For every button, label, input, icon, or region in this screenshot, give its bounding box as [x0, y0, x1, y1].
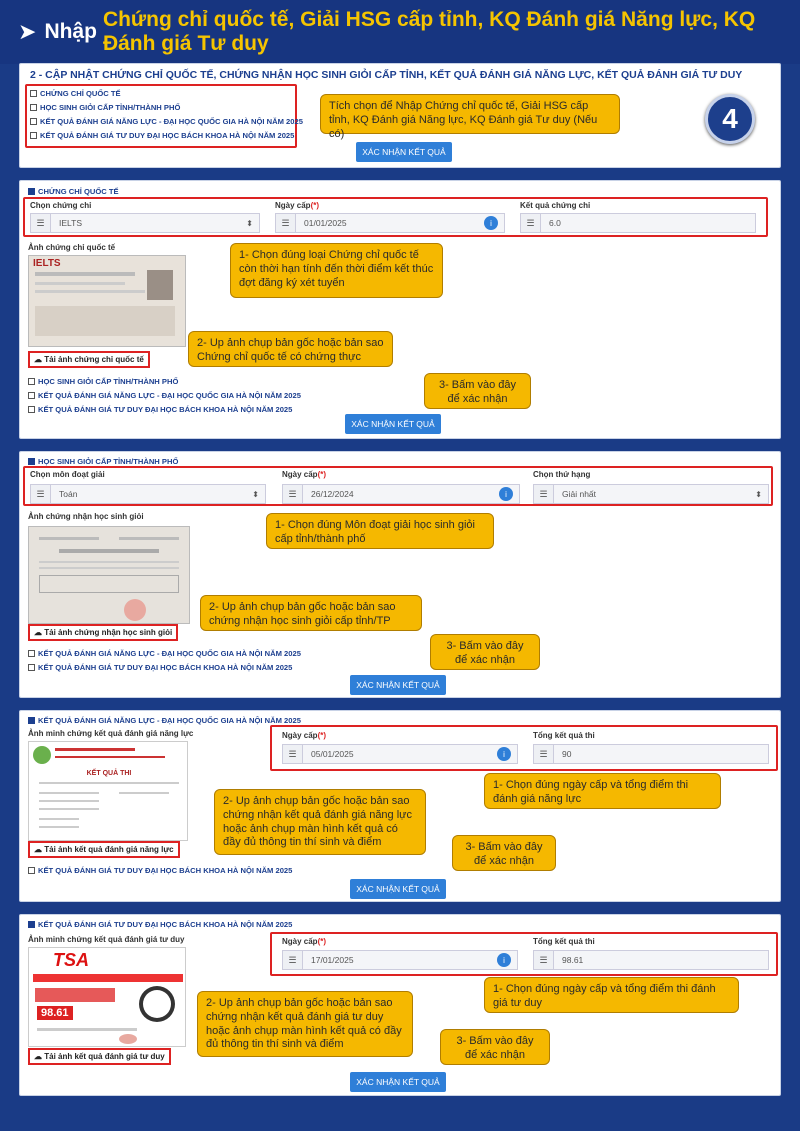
- cloud-upload-icon: ☁: [34, 1052, 45, 1061]
- header-title-yellow: Chứng chỉ quốc tế, Giải HSG cấp tỉnh, KQ Đánh giá Năng lực, KQ Đánh giá Tư duy: [102, 8, 756, 55]
- chevron-icon: ⬍: [252, 489, 259, 499]
- label-result: Kết quả chứng chỉ: [520, 201, 591, 210]
- section-header[interactable]: CHỨNG CHỈ QUỐC TẾ: [28, 184, 119, 198]
- chevron-icon: ⬍: [755, 489, 762, 499]
- image-label: Ảnh chứng chỉ quốc tế: [28, 243, 116, 252]
- checkbox-icon[interactable]: [30, 132, 37, 139]
- upload-button[interactable]: ☁ Tải ảnh kết quả đánh giá tư duy: [28, 1048, 171, 1065]
- header-title-white: Nhập: [44, 20, 97, 43]
- date-field[interactable]: ☰ 05/01/2025 i: [282, 744, 518, 764]
- checkbox-icon[interactable]: [28, 717, 35, 724]
- info-icon[interactable]: i: [497, 953, 511, 967]
- callout-step2: 2- Up ảnh chụp bản gốc hoặc bản sao chứng nhận kết quả đánh giá tư duy hoặc ảnh chụp màn hình kết quả có đầy đủ thông tin thí sinh và điểm: [197, 991, 413, 1057]
- label-date: Ngày cấp(*): [282, 731, 327, 740]
- option-dgnl[interactable]: KẾT QUẢ ĐÁNH GIÁ NĂNG LỰC - ĐẠI HỌC QUỐC GIA HÀ NỘI NĂM 2025: [28, 646, 301, 660]
- callout-step3: 3- Bấm vào đây để xác nhận: [424, 373, 531, 409]
- dgtd-thumbnail: [28, 947, 186, 1047]
- checkbox-icon[interactable]: [28, 867, 35, 874]
- option-hsg[interactable]: HỌC SINH GIỎI CẤP TỈNH/THÀNH PHỐ: [30, 100, 303, 114]
- image-label: Ảnh chứng nhận học sinh giỏi: [28, 512, 144, 521]
- list-icon: ☰: [283, 485, 303, 503]
- date-field[interactable]: ☰ 26/12/2024 i: [282, 484, 520, 504]
- callout-step1: 1- Chọn đúng ngày cấp và tổng điểm thi đánh giá năng lực: [484, 773, 721, 809]
- chevron-icon: ⬍: [246, 218, 253, 228]
- checkbox-icon[interactable]: [30, 90, 37, 97]
- select-cert[interactable]: ☰ IELTS ⬍: [30, 213, 260, 233]
- cert-thumbnail: IELTS: [28, 255, 186, 347]
- callout-step1: 1- Chọn đúng Môn đoạt giải học sinh giỏi cấp tỉnh/thành phố: [266, 513, 494, 549]
- checkbox-icon[interactable]: [28, 378, 35, 385]
- callout-select: Tích chọn để Nhập Chứng chỉ quốc tế, Giải HSG cấp tỉnh, KQ Đánh giá Năng lực, KQ Đánh giá Tư duy (Nếu có): [320, 94, 620, 134]
- checkbox-icon[interactable]: [28, 921, 35, 928]
- checkbox-icon[interactable]: [28, 392, 35, 399]
- step-badge: 4: [705, 94, 755, 144]
- checkbox-icon[interactable]: [28, 458, 35, 465]
- label-total: Tổng kết quả thi: [533, 937, 595, 946]
- panel-title: 2 - CẬP NHẬT CHỨNG CHỈ QUỐC TẾ, CHỨNG NHẬN HỌC SINH GIỎI CẤP TỈNH, KẾT QUẢ ĐÁNH GIÁ NĂNG LỰC, KẾT QUẢ ĐÁNH GIÁ TƯ DUY: [30, 69, 743, 81]
- cloud-upload-icon: ☁: [34, 355, 45, 364]
- list-icon: ☰: [534, 485, 554, 503]
- checkbox-icon[interactable]: [28, 188, 35, 195]
- label-date: Ngày cấp(*): [282, 470, 327, 479]
- panel-dgnl: [19, 710, 781, 902]
- options-list: [30, 86, 303, 142]
- info-icon[interactable]: i: [484, 216, 498, 230]
- option-dgtd[interactable]: KẾT QUẢ ĐÁNH GIÁ TƯ DUY ĐẠI HỌC BÁCH KHOA HÀ NỘI NĂM 2025: [28, 863, 292, 877]
- checkbox-icon[interactable]: [28, 664, 35, 671]
- option-dgtd[interactable]: KẾT QUẢ ĐÁNH GIÁ TƯ DUY ĐẠI HỌC BÁCH KHOA HÀ NỘI NĂM 2025: [30, 128, 303, 142]
- panel-international-cert: [19, 180, 781, 439]
- confirm-button[interactable]: XÁC NHẬN KẾT QUẢ: [356, 142, 452, 162]
- callout-step1: 1- Chọn đúng loại Chứng chỉ quốc tế còn thời hạn tính đến thời điểm kết thúc đợt đăng ký xét tuyển: [230, 243, 443, 298]
- info-icon[interactable]: i: [497, 747, 511, 761]
- checkbox-icon[interactable]: [28, 406, 35, 413]
- list-icon: ☰: [276, 214, 296, 232]
- select-rank[interactable]: ☰ Giải nhất ⬍: [533, 484, 769, 504]
- confirm-button[interactable]: XÁC NHẬN KẾT QUẢ: [350, 879, 446, 899]
- checkbox-icon[interactable]: [30, 104, 37, 111]
- callout-step2: 2- Up ảnh chụp bản gốc hoặc bản sao chứng nhận kết quả đánh giá năng lực hoặc ảnh chụp màn hình kết quả có đầy đủ thông tin thí sinh và điểm: [214, 789, 426, 855]
- confirm-button[interactable]: XÁC NHẬN KẾT QUẢ: [350, 1072, 446, 1092]
- callout-step2: 2- Up ảnh chụp bản gốc hoặc bản sao Chứng chỉ quốc tế có chứng thực: [188, 331, 393, 367]
- other-options: [28, 863, 292, 877]
- callout-step1: 1- Chọn đúng ngày cấp và tổng điểm thi đánh giá tư duy: [484, 977, 739, 1013]
- section-header[interactable]: KẾT QUẢ ĐÁNH GIÁ TƯ DUY ĐẠI HỌC BÁCH KHOA HÀ NỘI NĂM 2025: [28, 917, 292, 931]
- upload-button[interactable]: ☁ Tải ảnh chứng chỉ quốc tế: [28, 351, 150, 368]
- callout-step3: 3- Bấm vào đây để xác nhận: [430, 634, 540, 670]
- panel-select-categories: [19, 63, 781, 168]
- other-options: [28, 646, 301, 674]
- tsa-logo: TSA: [53, 950, 89, 970]
- select-subject[interactable]: ☰ Toán ⬍: [30, 484, 266, 504]
- list-icon: ☰: [283, 951, 303, 969]
- option-dgnl[interactable]: KẾT QUẢ ĐÁNH GIÁ NĂNG LỰC - ĐẠI HỌC QUỐC GIA HÀ NỘI NĂM 2025: [30, 114, 303, 128]
- confirm-button[interactable]: XÁC NHẬN KẾT QUẢ: [350, 675, 446, 695]
- list-icon: ☰: [31, 214, 51, 232]
- label-subject: Chọn môn đoạt giải: [30, 470, 105, 479]
- image-label: Ảnh minh chứng kết quả đánh giá tư duy: [28, 935, 185, 944]
- list-icon: ☰: [31, 485, 51, 503]
- label-date: Ngày cấp(*): [282, 937, 327, 946]
- upload-button[interactable]: ☁ Tải ảnh kết quả đánh giá năng lực: [28, 841, 180, 858]
- label-total: Tổng kết quả thi: [533, 731, 595, 740]
- label-rank: Chọn thứ hạng: [533, 470, 591, 479]
- page-header: [0, 0, 800, 64]
- checkbox-icon[interactable]: [30, 118, 37, 125]
- arrow-icon: ➤: [18, 19, 37, 44]
- upload-button[interactable]: ☁ Tải ảnh chứng nhận học sinh giỏi: [28, 624, 178, 641]
- dgnl-thumbnail: [28, 741, 188, 841]
- info-icon[interactable]: i: [499, 487, 513, 501]
- option-dgtd[interactable]: KẾT QUẢ ĐÁNH GIÁ TƯ DUY ĐẠI HỌC BÁCH KHOA HÀ NỘI NĂM 2025: [28, 402, 301, 416]
- cloud-upload-icon: ☁: [34, 845, 45, 854]
- date-field[interactable]: ☰ 01/01/2025 i: [275, 213, 505, 233]
- tsa-score: 98.61: [37, 1006, 73, 1020]
- option-dgnl[interactable]: KẾT QUẢ ĐÁNH GIÁ NĂNG LỰC - ĐẠI HỌC QUỐC GIA HÀ NỘI NĂM 2025: [28, 388, 301, 402]
- total-field[interactable]: ☰ 90: [533, 744, 769, 764]
- list-icon: ☰: [534, 745, 554, 763]
- doc-title: KẾT QUẢ THI: [86, 770, 132, 777]
- date-field[interactable]: ☰ 17/01/2025 i: [282, 950, 518, 970]
- list-icon: ☰: [534, 951, 554, 969]
- list-icon: ☰: [283, 745, 303, 763]
- list-icon: ☰: [521, 214, 541, 232]
- panel-dgtd: [19, 914, 781, 1096]
- option-international-cert[interactable]: CHỨNG CHỈ QUỐC TẾ: [30, 86, 303, 100]
- section-header[interactable]: HỌC SINH GIỎI CẤP TỈNH/THÀNH PHỐ: [28, 454, 178, 468]
- callout-step3: 3- Bấm vào đây để xác nhận: [440, 1029, 550, 1065]
- label-cert: Chọn chứng chỉ: [30, 201, 92, 210]
- total-field[interactable]: ☰ 98.61: [533, 950, 769, 970]
- option-dgtd[interactable]: KẾT QUẢ ĐÁNH GIÁ TƯ DUY ĐẠI HỌC BÁCH KHOA HÀ NỘI NĂM 2025: [28, 660, 301, 674]
- callout-step2: 2- Up ảnh chụp bản gốc hoặc bản sao chứng nhận học sinh giỏi cấp tỉnh/TP: [200, 595, 422, 631]
- result-field[interactable]: ☰ 6.0: [520, 213, 756, 233]
- other-options: [28, 374, 301, 416]
- image-label: Ảnh minh chứng kết quả đánh giá năng lực: [28, 729, 194, 738]
- hsg-thumbnail: [28, 526, 190, 624]
- panel-hsg: [19, 451, 781, 698]
- section-header[interactable]: KẾT QUẢ ĐÁNH GIÁ NĂNG LỰC - ĐẠI HỌC QUỐC GIA HÀ NỘI NĂM 2025: [28, 713, 301, 727]
- callout-step3: 3- Bấm vào đây để xác nhận: [452, 835, 556, 871]
- checkbox-icon[interactable]: [28, 650, 35, 657]
- option-hsg[interactable]: HỌC SINH GIỎI CẤP TỈNH/THÀNH PHỐ: [28, 374, 301, 388]
- confirm-button[interactable]: XÁC NHẬN KẾT QUẢ: [345, 414, 441, 434]
- cloud-upload-icon: ☁: [34, 628, 45, 637]
- label-date: Ngày cấp(*): [275, 201, 320, 210]
